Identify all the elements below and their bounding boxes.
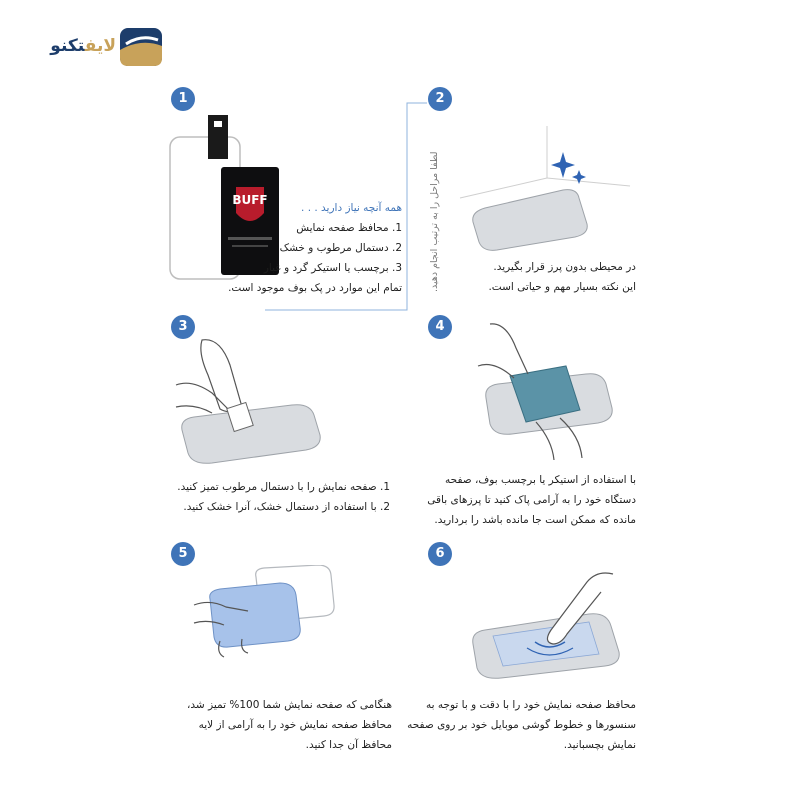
step-2-badge: 2	[428, 87, 452, 111]
step-6-line-1: محافظ صفحه نمایش خود را با دقت و با توجه به	[425, 699, 636, 711]
step-6-caption	[407, 695, 636, 755]
step-4-line-3: مانده که ممکن است جا مانده باشد را بردارید.	[434, 514, 636, 526]
step-3-caption	[177, 477, 390, 517]
step-6-line-3: نمایش بچسبانید.	[563, 739, 636, 751]
step-6-line-2: سنسورها و خطوط گوشی موبایل خود بر روی صفحه	[407, 719, 636, 731]
brand-name-main: تکنو	[50, 36, 85, 56]
step-1-line-3: 3. برچسب یا استیکر گرد و غبار	[263, 262, 402, 274]
brand-name	[50, 36, 116, 56]
step-3-line-1: 1. صفحه نمایش را با دستمال مرطوب تمیز کنید.	[177, 481, 390, 493]
step-5-badge: 5	[171, 542, 195, 566]
step-2-line-1: در محیطی بدون پرز قرار بگیرید.	[493, 261, 636, 273]
hand-icon	[201, 340, 242, 412]
step-3-line-2: 2. با استفاده از دستمال خشک، آنرا خشک کنید.	[183, 501, 390, 513]
step-3-illustration	[172, 335, 327, 470]
order-note-text: لطفا مراحل را به ترتیب انجام دهید.	[429, 151, 440, 292]
step-6-badge: 6	[428, 542, 452, 566]
step-2-illustration	[455, 120, 635, 255]
step-3-badge: 3	[171, 315, 195, 339]
package-label: BUFF	[232, 193, 268, 207]
step-1-badge: 1	[171, 87, 195, 111]
step-5-illustration	[190, 565, 340, 665]
step-4-badge: 4	[428, 315, 452, 339]
step-2-line-2: این نکته بسیار مهم و حیاتی است.	[488, 281, 636, 293]
sparkle-icon	[551, 152, 575, 178]
order-note	[407, 130, 447, 300]
protector-film-icon	[210, 583, 301, 647]
step-4-caption	[427, 470, 636, 530]
step-2-caption	[488, 257, 636, 297]
step-5-line-1: هنگامی که صفحه نمایش شما 100% تمیز شد،	[187, 699, 392, 711]
step-4-line-2: دستگاه خود را به آرامی پاک کنید تا پرزهای باقی	[427, 494, 636, 506]
step-4-line-1: با استفاده از استیکر یا برچسب بوف، صفحه	[445, 474, 636, 486]
brand-logo[interactable]	[38, 28, 162, 68]
step-4-illustration	[470, 318, 620, 463]
step-1-heading: همه آنچه نیاز دارید . . .	[301, 202, 402, 214]
brand-name-accent: لایف	[84, 36, 116, 56]
step-5-caption	[187, 695, 392, 755]
step-1-line-2: 2. دستمال مرطوب و خشک	[279, 242, 402, 254]
step-5-line-3: محافظ آن جدا کنید.	[305, 739, 392, 751]
step-1-line-1: 1. محافظ صفحه نمایش	[296, 222, 402, 234]
brand-logo-mark-icon	[120, 28, 162, 66]
step-6-illustration	[465, 570, 630, 680]
step-5-line-2: محافظ صفحه نمایش خود را به آرامی از لایه	[198, 719, 392, 731]
step-1-line-4: تمام این موارد در پک بوف موجود است.	[228, 282, 402, 294]
